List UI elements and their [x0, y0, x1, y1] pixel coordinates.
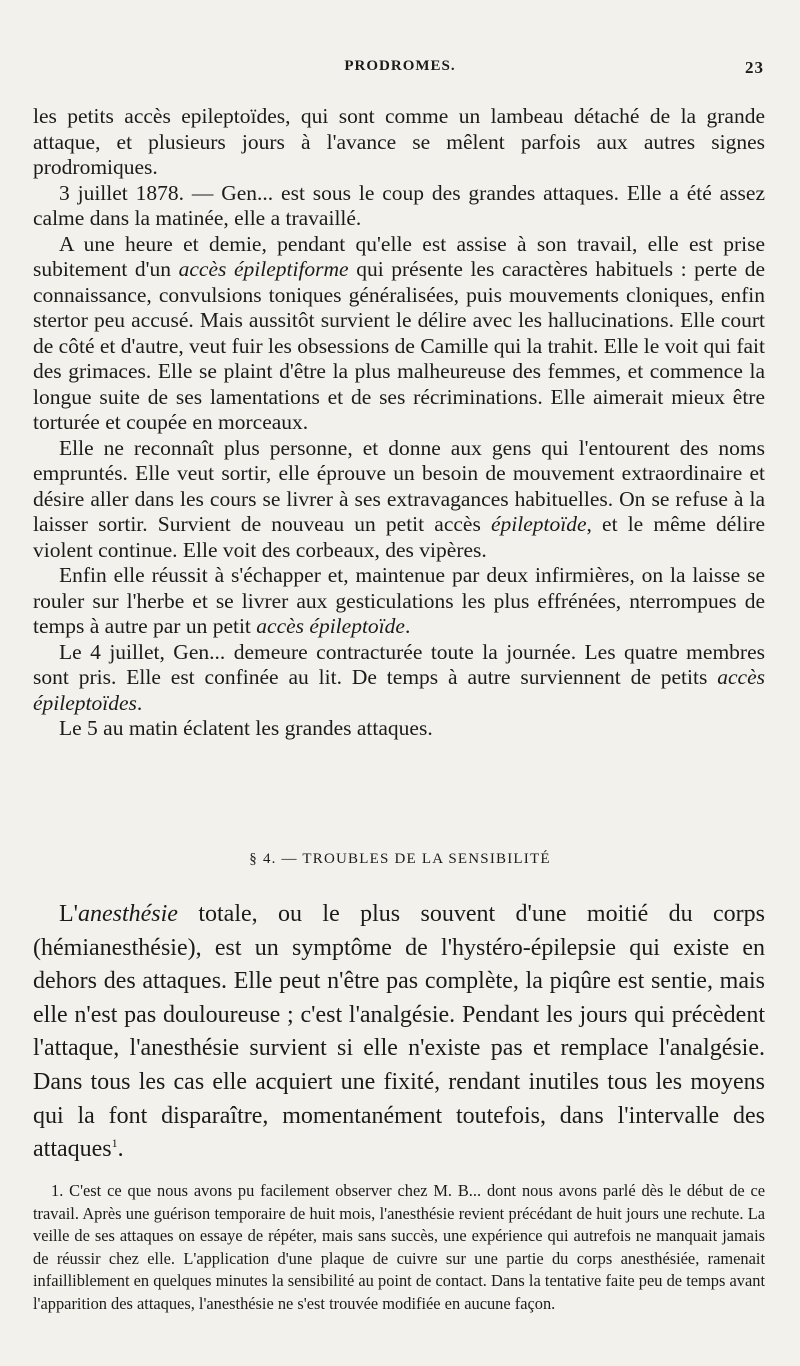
page-number: 23 — [745, 58, 764, 77]
paragraph — [33, 898, 765, 1167]
paragraph: les petits accès epileptoïdes, qui sont comme un lambeau détaché de la grande attaque, et plusieurs jours à l'avance se mêlent parfois aux autres signes prodromiques. — [33, 104, 765, 179]
italic-term: accès épileptoïdes — [33, 665, 765, 715]
text-run: . — [136, 690, 143, 715]
section-heading: § 4. — TROUBLES DE LA SENSIBILITÉ — [249, 851, 551, 867]
text-run: Enfin elle réussit à s'échapper et, maintenue par deux infirmières, on la laisse se rouler sur l'herbe et se livrer aux gesticulations les plus effrénées, nterrompues de temps à autre par un petit — [33, 563, 765, 638]
paragraph — [33, 436, 765, 564]
text-run: Le 4 juillet, Gen... demeure contracturée toute la journée. Les quatre membres sont pris. Elle est confinée au lit. De temps à autre surviennent de petits — [33, 639, 765, 689]
footnote-text: 1. C'est ce que nous avons pu facilement observer chez M. B... dont nous avons parlé dès le début de ce travail. Après une guérison temporaire de huit mois, l'anesthésie revient précédant de huit jours une rechute. La veille de ses attaques on essaye de répéter, mais sans succès, une expérience qui autrefois ne manquait jamais de réussir chez elle. L'application d'une plaque de cuivre sur une partie du corps anesthésiée, ramenait infailliblement en quelques minutes la sensibilité au point de contact. Dans la tentative faite peu de temps avant l'apparition des attaques, l'anesthésie ne s'est trouvée modifiée en aucune façon. — [33, 1181, 765, 1313]
footnote — [33, 1180, 765, 1316]
italic-term: accès épileptoïde — [256, 614, 405, 638]
text-run: . — [117, 1136, 124, 1163]
paragraph — [33, 563, 765, 640]
body-text — [33, 104, 765, 742]
text-run: , et le même délire violent continue. Elle voit des corbeaux, des vipères. — [33, 512, 765, 562]
italic-term: accès épileptiforme — [178, 257, 349, 281]
text-run: A une heure et demie, pendant qu'elle est assise à son travail, elle est prise subitement d'un — [33, 231, 765, 281]
text-run: totale, ou le plus souvent d'une moitié du corps (hémianesthésie), est un symptôme de l'hystéro-épilepsie qui existe en dehors des attaques. Elle peut n'être pas complète, la piqûre est sentie, mais elle n'est pas douloureuse ; c'est l'analgésie. Pendant les jours qui précèdent l'attaque, l'anesthésie survient si elle n'existe pas et remplace l'analgésie. Dans tous les cas elle acquiert une fixité, rendant inutiles tous les moyens qui la font disparaître, momentanément toutefois, dans l'intervalle des attaques — [33, 901, 765, 1163]
paragraph: Le 5 au matin éclatent les grandes attaques. — [59, 716, 433, 740]
italic-term: épileptoïde — [490, 512, 587, 536]
paragraph — [33, 640, 765, 717]
paragraph — [33, 181, 765, 232]
running-title: PRODROMES. — [344, 58, 456, 74]
text-run: qui présente les caractères habituels : perte de connaissance, convulsions toniques généralisées, puis mouvements cloniques, enfin stertor peu accusé. Mais aussitôt survient le délire avec les hallucinations. Elle court de côté et d'autre, veut fuir les obsessions de Camille qui la trahit. Elle le voit qui fait des grimaces. Elle se plaint d'être la plus malheureuse des femmes, et commence la longue suite de ses lamentations et de ses récriminations. Elle aimerait mieux être torturée et coupée en morceaux. — [33, 257, 765, 434]
paragraph — [33, 232, 765, 436]
italic-term: anesthésie — [77, 901, 178, 927]
observation-date-text: 3 juillet 1878. — Gen... est sous le coup des grandes attaques. Elle a été assez calme dans la matinée, elle a travaillé. — [33, 180, 765, 230]
footnote-marker: 1 — [111, 1136, 118, 1151]
text-run: . — [404, 614, 411, 638]
running-head — [0, 58, 800, 84]
text-run: Elle ne reconnaît plus personne, et donne aux gens qui l'entourent des noms empruntés. Elle veut sortir, elle éprouve un besoin de mouvement extraordinaire et désire aller dans les cours se livrer à ses extravagances habituelles. On se refuse à la laisser sortir. Survient de nouveau un petit accès — [33, 435, 765, 536]
section-body-text — [33, 898, 765, 1167]
text-run: L' — [59, 901, 78, 927]
